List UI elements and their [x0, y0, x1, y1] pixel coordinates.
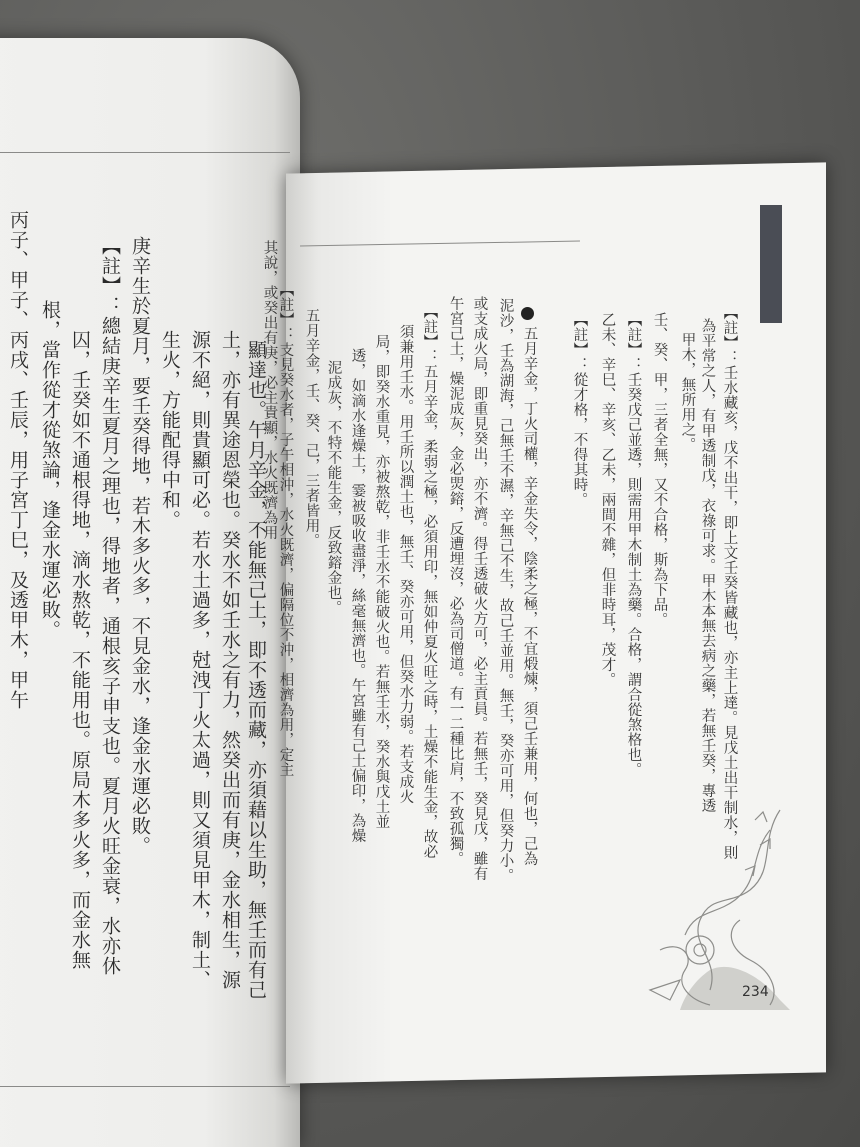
right-text-column: 五月辛金，壬、癸、己，三者皆用。 — [303, 308, 320, 548]
section-tab-marker — [760, 205, 782, 323]
right-text-column: 透，如滴水逢燥土，霎被吸收盡淨，絲毫無濟也。午宮雖有己土偏印，為燥 — [349, 348, 366, 843]
right-text-column: 須兼用壬水。用壬所以潤土也，無壬、癸亦可用，但癸水力弱。若支成火 — [397, 324, 414, 804]
left-text-column: 源不絕，則貴顯可必。若水土過多，尅洩丁火太過，則又須見甲木，制土、 — [189, 330, 211, 990]
left-small-text-column: 其說，或癸出有庚，必主貴顯，水火既濟為用 — [261, 240, 278, 540]
right-text-column: 甲木，無所用之。 — [679, 332, 696, 452]
dragon-illustration — [640, 800, 790, 1010]
right-text-column: 為平常之人，有甲透制戊，衣祿可求。甲木本無去病之藥，若無壬癸，專透 — [699, 318, 716, 813]
right-text-column: 或支成火局，即重見癸出，亦不濟。得壬透破火方可，必主貢員。若無壬，癸見戊，雖有 — [471, 296, 488, 881]
right-text-column: 壬、癸、甲，三者全無，又不合格，斯為下品。 — [651, 312, 668, 627]
left-page-top-rule — [0, 152, 290, 153]
right-text-column: 局，即癸水重見，亦被熬乾，非壬水不能破火也。若無壬水，癸水與戊土並 — [373, 334, 390, 829]
left-page-bottom-rule — [0, 1086, 290, 1087]
left-text-column: 土，亦有異途恩榮也。癸水不如壬水之有力，然癸出而有庚，金水相生，源 — [219, 330, 241, 990]
right-text-column: 【註】：壬水藏亥，戊不出干，即上文壬癸皆藏也，亦主上達。見戊土出干制水，則 — [721, 305, 738, 860]
left-text-column: 囚，壬癸如不通根得地，滴水熬乾，不能用也。原局木多火多，而金水無 — [69, 330, 91, 970]
left-text-column: 丙子、甲子、丙戌、壬辰，用子宮丁巳，及透甲木，甲午 — [7, 210, 29, 710]
right-text-column: 【註】：壬癸戊己並透，則需用甲木制土為藥。合格，謂合從煞格也。 — [625, 312, 642, 777]
right-text-column: 五月辛金，丁火司權，辛金失令，陰柔之極，不宜煅煉，須己壬兼用，何也，己為 — [521, 326, 538, 866]
left-text-column: 【註】：總結庚辛生夏月之理也，得地者，通根亥子申支也。夏月火旺金衰，水亦休 — [99, 236, 121, 976]
left-small-text-column: 【註】：支見癸水者，子午相沖，水火既濟，偏隔位不沖，相濟為用，定主 — [277, 282, 294, 777]
section-bullet — [521, 307, 534, 320]
right-text-column: 泥沙，壬為湖海，己無壬不濕，辛無己不生，故己壬並用。無壬，癸亦可用，但癸力小。 — [497, 298, 514, 883]
left-text-column: 顯達也。午月辛金，不能無己土，即不透而藏，亦須藉以生助，無壬而有己 — [245, 340, 267, 1000]
left-text-column: 生火，方能配得中和。 — [159, 330, 181, 530]
page-number: 234 — [742, 984, 769, 1000]
left-text-column: 根，當作從才從煞論，逢金水運必敗。 — [39, 300, 61, 640]
left-text-column: 庚辛生於夏月，要壬癸得地，若木多火多，不見金水，逢金水運必敗。 — [129, 236, 151, 856]
right-text-column: 乙未、辛巳、辛亥、乙未，兩間不雜，但非時耳，茂才。 — [599, 312, 616, 687]
right-text-column: 泥成灰，不特不能生金，反致鎔金也。 — [325, 360, 342, 615]
right-text-column: 【註】：五月辛金，柔弱之極，必須用印，無如仲夏火旺之時，土燥不能生金，故必 — [421, 304, 438, 859]
right-text-column: 午宮己土，燥泥成灰，金必焸鎔，反遭埋沒，必為司僧道。有一二種比肩，不致孤獨。 — [447, 296, 464, 866]
right-text-column: 【註】：從才格，不得其時。 — [571, 312, 588, 507]
